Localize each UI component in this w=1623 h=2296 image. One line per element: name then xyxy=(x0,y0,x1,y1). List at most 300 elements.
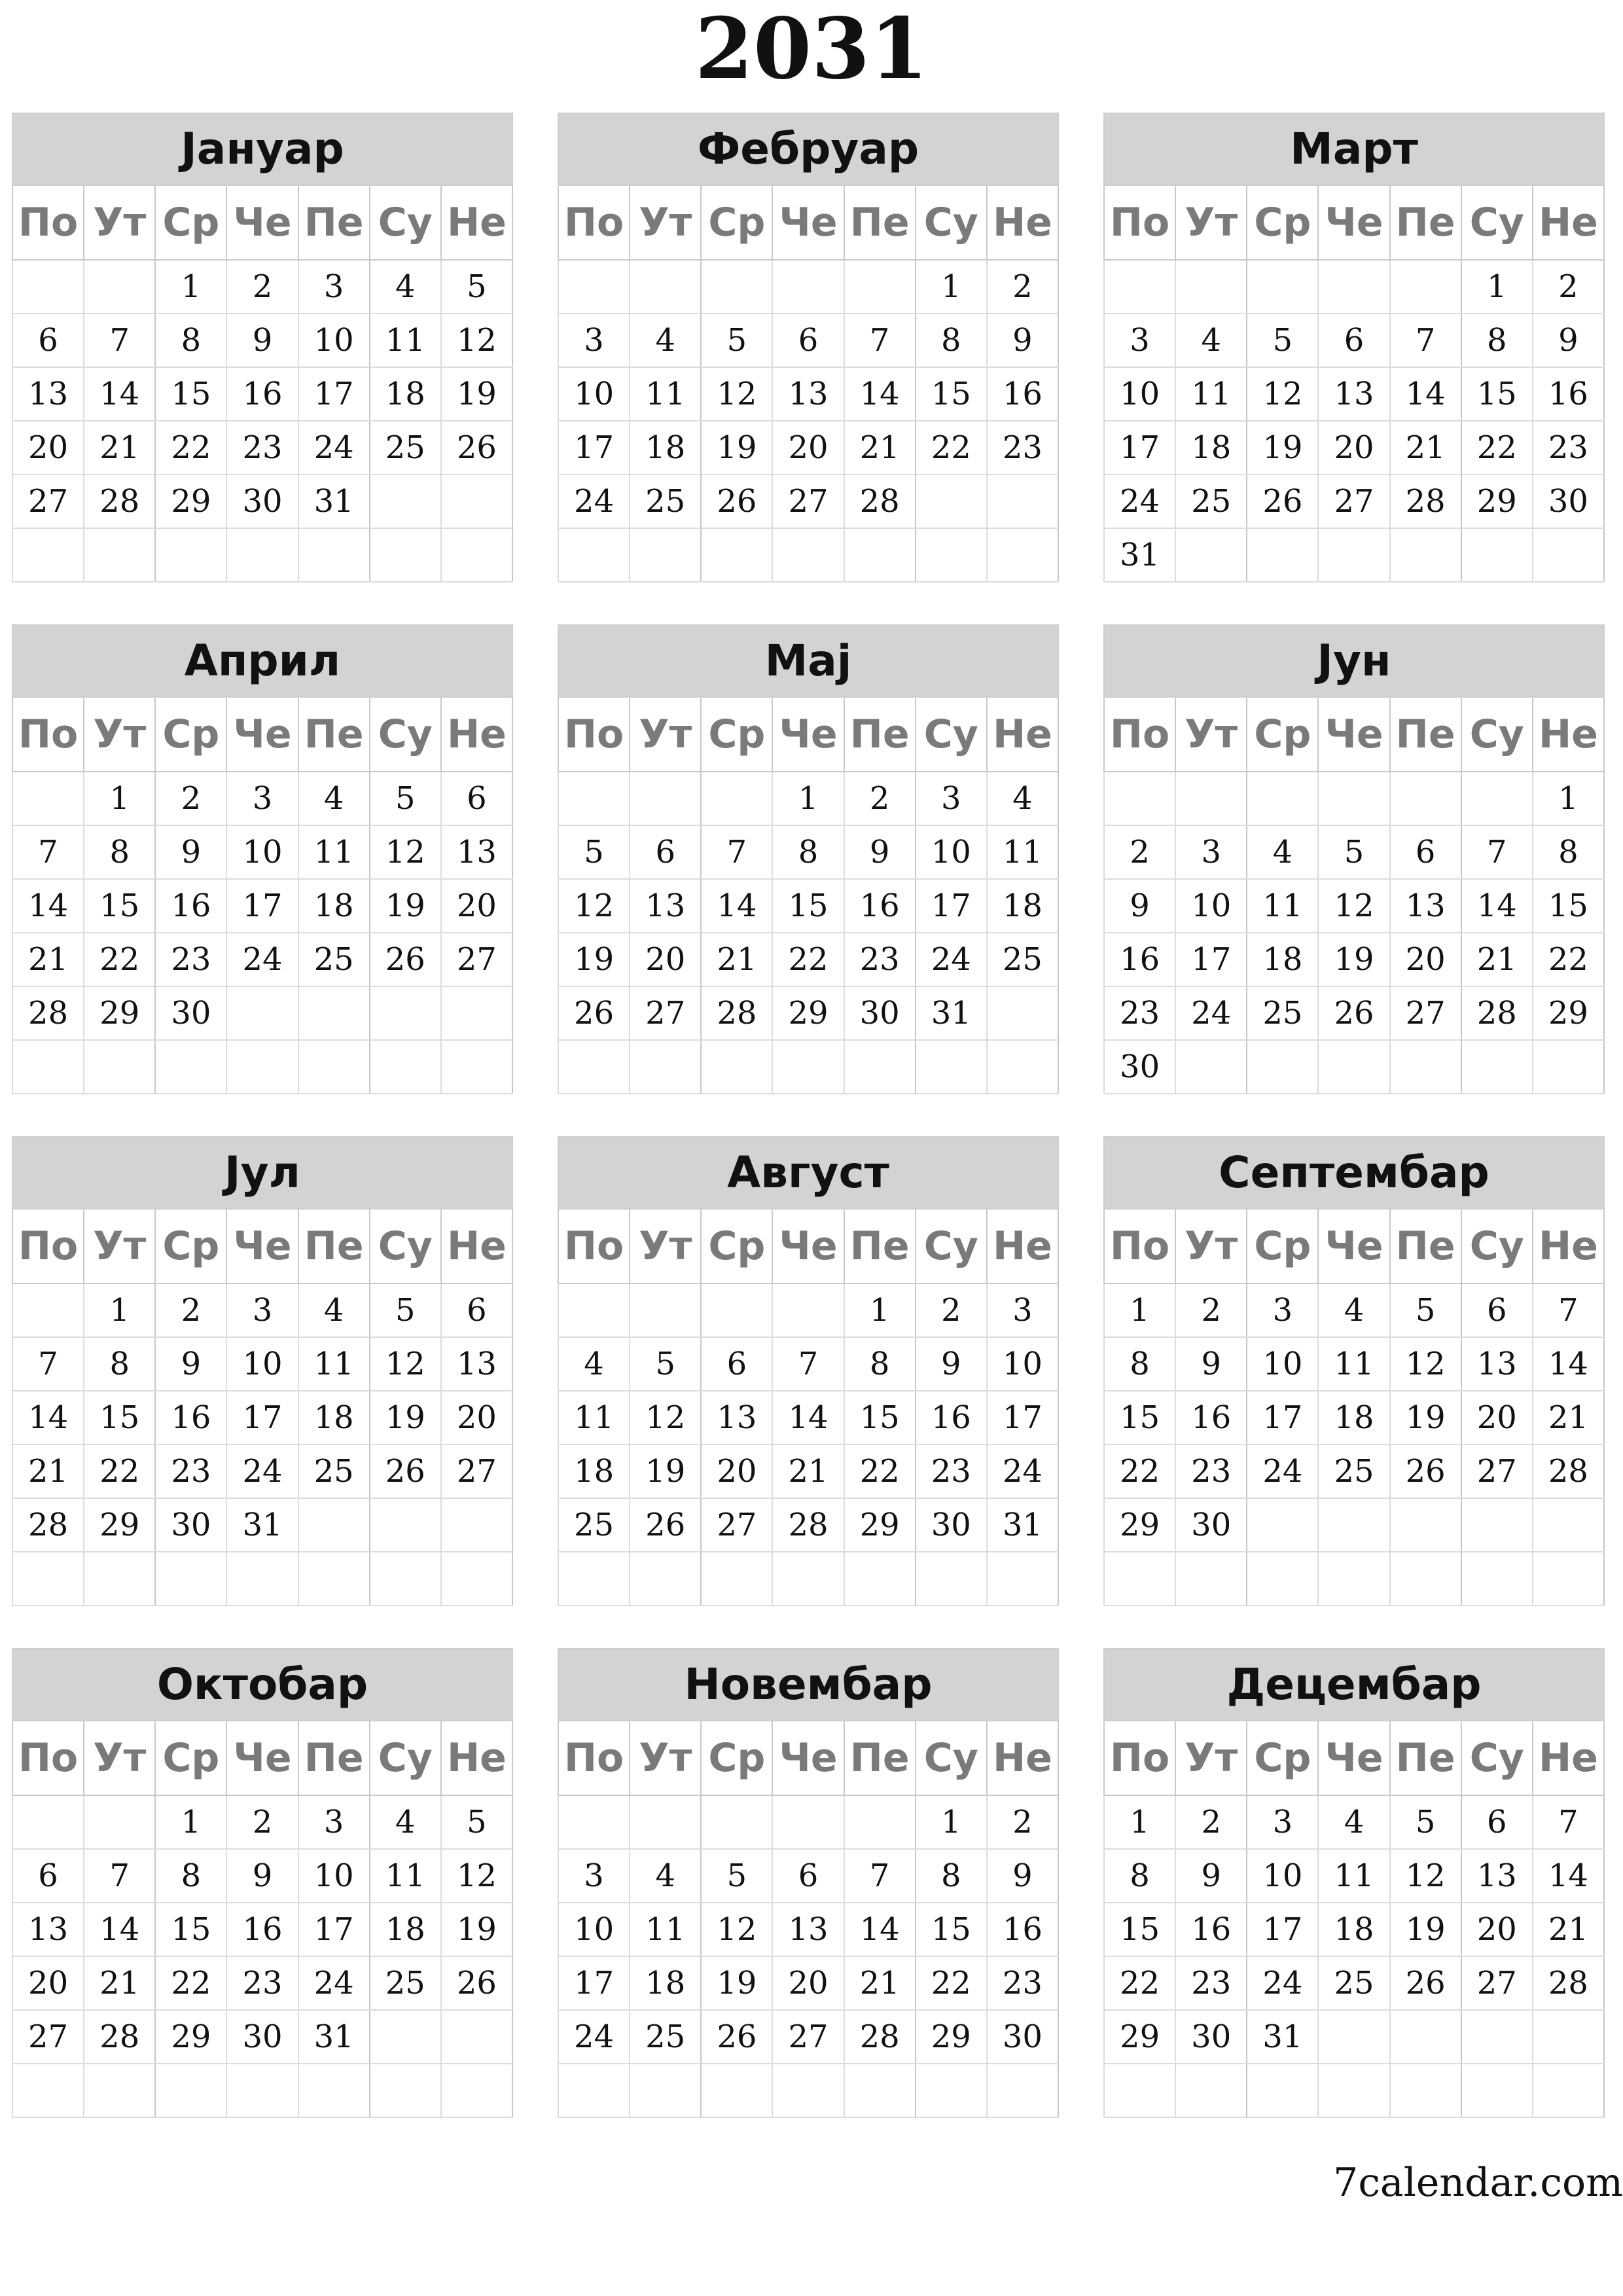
day-cell xyxy=(298,1552,370,1605)
day-cell: 24 xyxy=(558,475,630,528)
week-row xyxy=(1104,528,1604,582)
month-name: Јул xyxy=(12,1136,513,1210)
month-6 xyxy=(1103,624,1605,1096)
day-cell: 13 xyxy=(630,879,701,933)
week-row xyxy=(12,1849,512,1903)
day-cell xyxy=(701,1552,772,1605)
weekday-label: Ср xyxy=(701,698,772,772)
day-cell xyxy=(370,1552,441,1605)
week-row xyxy=(12,1283,512,1337)
day-cell: 15 xyxy=(772,879,844,933)
day-cell xyxy=(1175,1040,1247,1094)
day-cell: 7 xyxy=(844,1849,916,1903)
day-cell: 2 xyxy=(1175,1795,1247,1849)
day-cell: 17 xyxy=(1247,1903,1318,1956)
day-cell: 28 xyxy=(701,986,772,1040)
day-cell: 29 xyxy=(84,1498,155,1552)
day-cell xyxy=(441,1040,512,1094)
day-cell: 2 xyxy=(1175,1283,1247,1337)
day-cell: 21 xyxy=(844,421,916,475)
day-cell: 11 xyxy=(558,1391,630,1444)
day-cell: 17 xyxy=(558,421,630,475)
day-cell xyxy=(987,1040,1058,1094)
day-cell: 4 xyxy=(1247,825,1318,879)
month-grid xyxy=(1103,1721,1605,2118)
day-cell xyxy=(772,1795,844,1849)
weekday-label: Че xyxy=(1318,1721,1389,1795)
week-row xyxy=(1104,1795,1604,1849)
day-cell xyxy=(1175,1552,1247,1605)
day-cell xyxy=(1247,260,1318,314)
day-cell: 24 xyxy=(226,1444,298,1498)
day-cell xyxy=(916,1552,987,1605)
day-cell xyxy=(1390,2064,1461,2117)
week-row xyxy=(1104,1956,1604,2010)
day-cell: 9 xyxy=(155,1337,226,1391)
day-cell: 11 xyxy=(370,1849,441,1903)
day-cell xyxy=(987,1552,1058,1605)
day-cell: 26 xyxy=(441,421,512,475)
day-cell: 22 xyxy=(155,421,226,475)
day-cell: 5 xyxy=(1390,1283,1461,1337)
day-cell: 19 xyxy=(630,1444,701,1498)
day-cell: 13 xyxy=(701,1391,772,1444)
weekday-row xyxy=(12,186,512,260)
day-cell: 24 xyxy=(1247,1956,1318,2010)
day-cell: 5 xyxy=(558,825,630,879)
day-cell: 12 xyxy=(701,1903,772,1956)
day-cell xyxy=(12,1040,84,1094)
day-cell xyxy=(1533,528,1604,582)
day-cell: 3 xyxy=(298,260,370,314)
day-cell: 6 xyxy=(12,314,84,367)
month-grid xyxy=(1103,186,1605,583)
day-cell: 15 xyxy=(1533,879,1604,933)
day-cell: 1 xyxy=(916,260,987,314)
day-cell xyxy=(12,1552,84,1605)
day-cell: 5 xyxy=(630,1337,701,1391)
site-credit: 7calendar.com xyxy=(1333,2160,1623,2206)
day-cell: 17 xyxy=(298,367,370,421)
week-row xyxy=(1104,367,1604,421)
day-cell xyxy=(370,528,441,582)
week-row xyxy=(558,1444,1058,1498)
day-cell: 11 xyxy=(1175,367,1247,421)
week-row xyxy=(1104,1903,1604,1956)
month-grid xyxy=(12,1721,513,2118)
day-cell: 27 xyxy=(12,475,84,528)
day-cell xyxy=(844,1795,916,1849)
day-cell: 2 xyxy=(987,1795,1058,1849)
day-cell: 7 xyxy=(1461,825,1533,879)
day-cell: 9 xyxy=(987,314,1058,367)
day-cell: 24 xyxy=(298,421,370,475)
day-cell xyxy=(558,772,630,825)
weekday-label: Не xyxy=(987,698,1058,772)
day-cell: 26 xyxy=(701,475,772,528)
day-cell xyxy=(701,2064,772,2117)
day-cell: 16 xyxy=(1533,367,1604,421)
day-cell xyxy=(441,2064,512,2117)
week-row xyxy=(1104,879,1604,933)
day-cell xyxy=(1390,260,1461,314)
day-cell: 25 xyxy=(370,1956,441,2010)
day-cell: 27 xyxy=(1318,475,1389,528)
day-cell xyxy=(155,528,226,582)
week-row xyxy=(558,879,1058,933)
weekday-label: По xyxy=(558,1721,630,1795)
day-cell: 14 xyxy=(84,1903,155,1956)
day-cell xyxy=(1247,2064,1318,2117)
weekday-label: Не xyxy=(441,186,512,260)
weekday-label: Су xyxy=(1461,1721,1533,1795)
day-cell: 20 xyxy=(1461,1391,1533,1444)
day-cell xyxy=(1104,1552,1175,1605)
month-grid xyxy=(558,698,1059,1094)
week-row xyxy=(558,2064,1058,2117)
day-cell: 5 xyxy=(701,1849,772,1903)
day-cell xyxy=(1461,1498,1533,1552)
day-cell: 13 xyxy=(1318,367,1389,421)
day-cell: 24 xyxy=(298,1956,370,2010)
weekday-label: Пе xyxy=(298,186,370,260)
day-cell: 20 xyxy=(701,1444,772,1498)
day-cell: 6 xyxy=(12,1849,84,1903)
weekday-label: Су xyxy=(916,698,987,772)
day-cell: 25 xyxy=(370,421,441,475)
day-cell: 13 xyxy=(772,367,844,421)
day-cell: 12 xyxy=(441,314,512,367)
day-cell xyxy=(226,2064,298,2117)
day-cell xyxy=(1318,772,1389,825)
day-cell: 6 xyxy=(441,1283,512,1337)
day-cell xyxy=(12,528,84,582)
day-cell: 8 xyxy=(84,1337,155,1391)
day-cell: 16 xyxy=(1175,1903,1247,1956)
day-cell: 5 xyxy=(370,1283,441,1337)
day-cell: 17 xyxy=(226,1391,298,1444)
day-cell xyxy=(1175,260,1247,314)
day-cell: 12 xyxy=(370,825,441,879)
weekday-row xyxy=(1104,1721,1604,1795)
day-cell xyxy=(916,528,987,582)
weekday-label: Че xyxy=(226,1721,298,1795)
day-cell: 28 xyxy=(1533,1444,1604,1498)
week-row xyxy=(12,367,512,421)
month-grid xyxy=(558,186,1059,583)
month-name: Децембар xyxy=(1103,1648,1605,1721)
day-cell: 1 xyxy=(84,772,155,825)
day-cell xyxy=(1390,1552,1461,1605)
day-cell: 2 xyxy=(844,772,916,825)
week-row xyxy=(12,260,512,314)
day-cell: 23 xyxy=(987,421,1058,475)
day-cell: 17 xyxy=(1104,421,1175,475)
day-cell: 19 xyxy=(370,879,441,933)
day-cell: 12 xyxy=(630,1391,701,1444)
day-cell: 3 xyxy=(1104,314,1175,367)
day-cell xyxy=(1318,1498,1389,1552)
week-row xyxy=(1104,1552,1604,1605)
weekday-label: Ут xyxy=(630,1721,701,1795)
day-cell xyxy=(987,528,1058,582)
day-cell xyxy=(1461,1552,1533,1605)
day-cell: 4 xyxy=(630,1849,701,1903)
day-cell: 21 xyxy=(1390,421,1461,475)
day-cell: 13 xyxy=(441,1337,512,1391)
day-cell xyxy=(298,1498,370,1552)
day-cell: 6 xyxy=(1318,314,1389,367)
day-cell xyxy=(1318,528,1389,582)
day-cell xyxy=(370,2064,441,2117)
week-row xyxy=(12,314,512,367)
day-cell: 19 xyxy=(701,421,772,475)
weekday-label: По xyxy=(1104,1210,1175,1283)
day-cell: 15 xyxy=(155,1903,226,1956)
week-row xyxy=(1104,825,1604,879)
day-cell: 14 xyxy=(12,879,84,933)
day-cell: 29 xyxy=(844,1498,916,1552)
day-cell: 18 xyxy=(298,1391,370,1444)
weekday-label: Ут xyxy=(630,698,701,772)
day-cell xyxy=(298,2064,370,2117)
day-cell: 19 xyxy=(1318,933,1389,986)
weekday-label: Не xyxy=(441,1210,512,1283)
day-cell: 28 xyxy=(1533,1956,1604,2010)
day-cell: 2 xyxy=(1104,825,1175,879)
day-cell: 23 xyxy=(155,1444,226,1498)
day-cell: 22 xyxy=(1104,1444,1175,1498)
week-row xyxy=(558,421,1058,475)
day-cell xyxy=(844,260,916,314)
day-cell: 11 xyxy=(370,314,441,367)
weekday-row xyxy=(558,1210,1058,1283)
weekday-label: Ср xyxy=(701,186,772,260)
day-cell: 11 xyxy=(630,1903,701,1956)
day-cell: 2 xyxy=(226,260,298,314)
day-cell xyxy=(1533,1552,1604,1605)
weekday-label: Су xyxy=(370,1721,441,1795)
day-cell: 21 xyxy=(1461,933,1533,986)
month-name: Јун xyxy=(1103,624,1605,698)
month-grid xyxy=(1103,1210,1605,1606)
day-cell: 19 xyxy=(1390,1391,1461,1444)
day-cell: 23 xyxy=(226,1956,298,2010)
day-cell: 12 xyxy=(370,1337,441,1391)
day-cell: 18 xyxy=(298,879,370,933)
day-cell: 27 xyxy=(630,986,701,1040)
weekday-label: Су xyxy=(1461,1210,1533,1283)
day-cell xyxy=(1318,2064,1389,2117)
day-cell: 10 xyxy=(226,1337,298,1391)
day-cell: 4 xyxy=(1175,314,1247,367)
day-cell: 3 xyxy=(558,314,630,367)
day-cell: 20 xyxy=(1318,421,1389,475)
week-row xyxy=(12,1903,512,1956)
month-name: Септембар xyxy=(1103,1136,1605,1210)
day-cell xyxy=(558,260,630,314)
day-cell: 25 xyxy=(630,2010,701,2064)
day-cell: 31 xyxy=(916,986,987,1040)
day-cell xyxy=(772,1040,844,1094)
day-cell: 25 xyxy=(1318,1956,1389,2010)
day-cell: 24 xyxy=(916,933,987,986)
week-row xyxy=(558,314,1058,367)
day-cell: 9 xyxy=(916,1337,987,1391)
weekday-label: По xyxy=(558,698,630,772)
day-cell: 30 xyxy=(155,1498,226,1552)
day-cell: 30 xyxy=(1175,1498,1247,1552)
weekday-label: Пе xyxy=(844,1210,916,1283)
day-cell: 30 xyxy=(1533,475,1604,528)
day-cell: 5 xyxy=(441,1795,512,1849)
day-cell: 23 xyxy=(1104,986,1175,1040)
day-cell: 13 xyxy=(12,367,84,421)
day-cell: 3 xyxy=(1175,825,1247,879)
day-cell: 6 xyxy=(441,772,512,825)
day-cell: 21 xyxy=(12,1444,84,1498)
day-cell: 20 xyxy=(12,421,84,475)
month-name: Април xyxy=(12,624,513,698)
weekday-label: Че xyxy=(226,1210,298,1283)
day-cell: 21 xyxy=(772,1444,844,1498)
weekday-label: Су xyxy=(1461,698,1533,772)
month-name: Новембар xyxy=(558,1648,1059,1721)
week-row xyxy=(558,1956,1058,2010)
day-cell xyxy=(1247,1040,1318,1094)
day-cell: 18 xyxy=(1318,1903,1389,1956)
day-cell: 10 xyxy=(987,1337,1058,1391)
day-cell: 10 xyxy=(558,1903,630,1956)
weekday-label: Ут xyxy=(1175,1721,1247,1795)
day-cell xyxy=(558,528,630,582)
day-cell xyxy=(1247,1552,1318,1605)
weekday-label: По xyxy=(1104,186,1175,260)
day-cell xyxy=(298,1040,370,1094)
day-cell: 9 xyxy=(987,1849,1058,1903)
day-cell: 30 xyxy=(155,986,226,1040)
weekday-row xyxy=(558,698,1058,772)
day-cell: 7 xyxy=(844,314,916,367)
day-cell: 26 xyxy=(701,2010,772,2064)
week-row xyxy=(1104,421,1604,475)
day-cell: 12 xyxy=(1390,1849,1461,1903)
day-cell: 9 xyxy=(1175,1849,1247,1903)
day-cell: 5 xyxy=(370,772,441,825)
day-cell: 29 xyxy=(772,986,844,1040)
weekday-label: По xyxy=(12,186,84,260)
day-cell xyxy=(1533,1040,1604,1094)
day-cell: 4 xyxy=(558,1337,630,1391)
day-cell: 2 xyxy=(1533,260,1604,314)
day-cell xyxy=(1318,260,1389,314)
day-cell: 19 xyxy=(441,1903,512,1956)
day-cell: 8 xyxy=(155,1849,226,1903)
day-cell: 9 xyxy=(1533,314,1604,367)
day-cell: 3 xyxy=(226,1283,298,1337)
month-9 xyxy=(1103,1136,1605,1607)
weekday-label: Пе xyxy=(844,186,916,260)
week-row xyxy=(1104,2010,1604,2064)
day-cell xyxy=(1104,772,1175,825)
day-cell: 20 xyxy=(630,933,701,986)
day-cell xyxy=(630,1795,701,1849)
day-cell: 16 xyxy=(1104,933,1175,986)
day-cell: 3 xyxy=(1247,1795,1318,1849)
day-cell: 7 xyxy=(772,1337,844,1391)
day-cell: 22 xyxy=(916,1956,987,2010)
day-cell: 2 xyxy=(987,260,1058,314)
weekday-label: Че xyxy=(772,1721,844,1795)
day-cell: 26 xyxy=(441,1956,512,2010)
week-row xyxy=(558,260,1058,314)
day-cell xyxy=(84,1795,155,1849)
day-cell xyxy=(772,528,844,582)
weekday-label: Ср xyxy=(155,186,226,260)
day-cell: 16 xyxy=(987,367,1058,421)
day-cell: 26 xyxy=(1247,475,1318,528)
day-cell: 8 xyxy=(155,314,226,367)
day-cell: 26 xyxy=(558,986,630,1040)
day-cell: 16 xyxy=(226,1903,298,1956)
weekday-row xyxy=(12,1721,512,1795)
day-cell xyxy=(630,1040,701,1094)
day-cell: 24 xyxy=(1104,475,1175,528)
week-row xyxy=(12,421,512,475)
day-cell: 1 xyxy=(155,260,226,314)
day-cell: 10 xyxy=(1175,879,1247,933)
day-cell xyxy=(1533,1498,1604,1552)
day-cell: 8 xyxy=(772,825,844,879)
day-cell: 11 xyxy=(1318,1337,1389,1391)
day-cell: 23 xyxy=(226,421,298,475)
day-cell xyxy=(772,1552,844,1605)
day-cell: 6 xyxy=(1461,1283,1533,1337)
day-cell: 31 xyxy=(298,475,370,528)
weekday-label: Су xyxy=(916,1210,987,1283)
day-cell: 11 xyxy=(1318,1849,1389,1903)
day-cell: 6 xyxy=(701,1337,772,1391)
day-cell xyxy=(155,1552,226,1605)
weekday-row xyxy=(12,698,512,772)
day-cell: 6 xyxy=(1461,1795,1533,1849)
day-cell: 29 xyxy=(1104,2010,1175,2064)
day-cell xyxy=(1461,528,1533,582)
week-row xyxy=(558,367,1058,421)
week-row xyxy=(1104,1849,1604,1903)
day-cell xyxy=(844,1552,916,1605)
day-cell: 26 xyxy=(1318,986,1389,1040)
weekday-label: Ут xyxy=(84,186,155,260)
day-cell: 4 xyxy=(1318,1283,1389,1337)
day-cell: 21 xyxy=(1533,1391,1604,1444)
day-cell: 22 xyxy=(772,933,844,986)
day-cell: 27 xyxy=(12,2010,84,2064)
day-cell: 30 xyxy=(916,1498,987,1552)
week-row xyxy=(558,1391,1058,1444)
month-name: Фебруар xyxy=(558,113,1059,186)
day-cell: 9 xyxy=(1175,1337,1247,1391)
day-cell xyxy=(1390,2010,1461,2064)
day-cell: 7 xyxy=(12,825,84,879)
month-4 xyxy=(12,624,513,1096)
weekday-label: Пе xyxy=(1390,186,1461,260)
day-cell: 6 xyxy=(772,1849,844,1903)
day-cell xyxy=(558,1040,630,1094)
weekday-label: Пе xyxy=(1390,698,1461,772)
weekday-label: Че xyxy=(1318,186,1389,260)
day-cell xyxy=(1247,772,1318,825)
